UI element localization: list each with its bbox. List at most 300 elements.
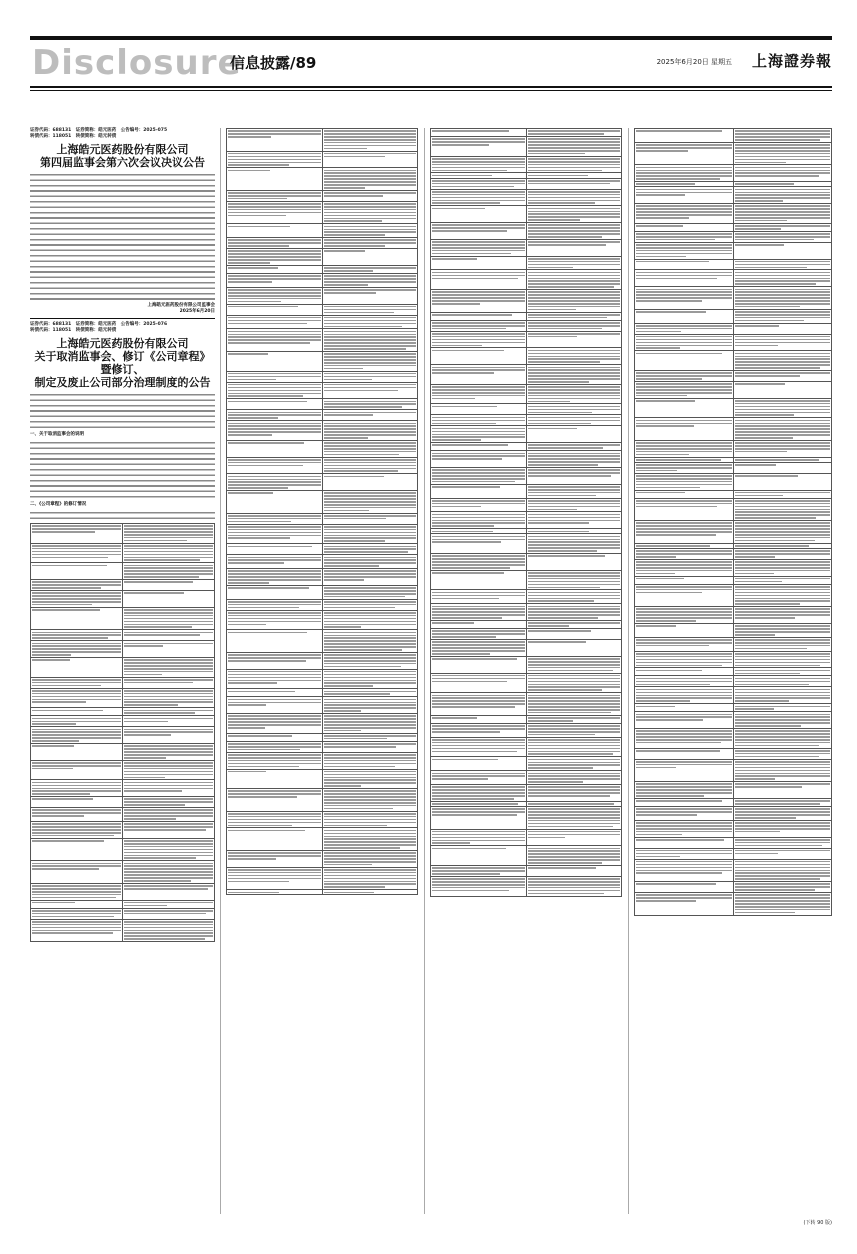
text-line <box>32 645 121 647</box>
text-line <box>324 250 366 252</box>
text-line <box>324 345 417 347</box>
table-cell <box>526 715 622 723</box>
table-cell <box>733 782 832 799</box>
table-cell <box>227 850 323 867</box>
text-line <box>528 781 584 783</box>
table-cell <box>635 381 734 398</box>
text-line <box>228 521 291 523</box>
text-line <box>32 894 121 896</box>
table-cell <box>431 443 527 451</box>
text-line <box>228 462 321 464</box>
text-line <box>735 878 821 880</box>
text-line <box>735 278 831 280</box>
text-line <box>228 253 321 255</box>
text-line <box>324 348 406 350</box>
text-line <box>228 479 321 481</box>
text-line <box>124 910 213 912</box>
table-cell <box>227 151 323 168</box>
table-cell <box>31 716 123 727</box>
table-row <box>635 848 832 859</box>
table-cell <box>31 543 123 563</box>
table-cell <box>322 652 418 669</box>
text-line <box>735 228 782 230</box>
text-line <box>228 295 321 297</box>
text-line <box>228 546 312 548</box>
text-line <box>636 395 687 397</box>
text-line <box>432 742 525 744</box>
table-cell <box>635 187 734 204</box>
text-line <box>636 719 703 721</box>
table-cell <box>227 652 323 669</box>
table-cell <box>31 780 123 797</box>
table-cell <box>635 748 734 759</box>
amendment-table <box>226 128 418 895</box>
text-line <box>324 442 417 444</box>
text-line <box>228 852 321 854</box>
ann2-title <box>30 337 215 389</box>
text-line <box>528 600 595 602</box>
table-row <box>635 204 832 224</box>
text-line <box>528 630 592 632</box>
text-line <box>735 573 774 575</box>
text-line <box>735 883 831 885</box>
text-line <box>735 611 831 613</box>
text-line <box>636 275 732 277</box>
table-row <box>227 752 418 769</box>
text-line <box>324 239 417 241</box>
table-cell <box>526 723 622 737</box>
table-cell <box>733 165 832 182</box>
text-line <box>528 748 621 750</box>
text-line <box>432 650 525 652</box>
text-line <box>324 587 417 589</box>
text-line <box>528 614 621 616</box>
text-line <box>636 716 732 718</box>
text-line <box>528 453 621 455</box>
text-line <box>528 297 621 299</box>
text-line <box>735 756 819 758</box>
table-cell <box>526 415 622 426</box>
text-line <box>735 239 814 241</box>
table-cell <box>123 641 215 658</box>
text-line <box>528 834 621 836</box>
text-line <box>528 272 621 274</box>
table-cell <box>322 315 418 329</box>
text-line <box>228 612 321 614</box>
text-line <box>32 734 121 736</box>
table-cell <box>227 410 323 421</box>
table-cell <box>322 733 418 741</box>
text-line <box>636 170 732 172</box>
text-line <box>735 861 831 863</box>
ann2-intro <box>30 392 215 430</box>
text-line <box>324 145 417 147</box>
text-line <box>324 844 417 846</box>
table-cell <box>431 404 527 415</box>
text-line <box>324 738 388 740</box>
text-line <box>324 766 395 768</box>
text-line <box>735 492 831 494</box>
text-line <box>636 839 724 841</box>
text-line <box>324 643 417 645</box>
text-line <box>735 598 831 600</box>
table-row <box>635 259 832 270</box>
text-line <box>528 147 621 149</box>
text-line <box>528 191 621 193</box>
table-cell <box>733 490 832 498</box>
text-line <box>324 551 408 553</box>
text-line <box>228 760 321 762</box>
text-line <box>432 164 525 166</box>
table-cell <box>635 242 734 259</box>
text-line <box>432 297 525 299</box>
text-line <box>32 785 121 787</box>
text-line <box>324 133 417 135</box>
table-row <box>431 320 622 331</box>
table-cell <box>526 320 622 331</box>
table-cell <box>733 798 832 806</box>
text-line <box>32 815 84 817</box>
table-row <box>227 652 418 669</box>
text-line <box>32 762 121 764</box>
table-row <box>227 168 418 191</box>
text-line <box>124 905 167 907</box>
table-row <box>31 563 215 580</box>
table-cell <box>123 727 215 744</box>
text-line <box>528 258 621 260</box>
text-line <box>324 412 417 414</box>
text-line <box>324 431 417 433</box>
text-line <box>735 578 831 580</box>
text-line <box>124 668 213 670</box>
table-row <box>635 782 832 799</box>
text-line <box>528 158 621 160</box>
text-line <box>228 607 299 609</box>
text-line <box>324 666 402 668</box>
text-line <box>432 834 525 836</box>
text-line <box>636 531 732 533</box>
text-line <box>528 197 621 199</box>
text-line <box>528 522 590 524</box>
text-line <box>735 561 831 563</box>
text-line <box>324 317 417 319</box>
table-row <box>31 919 215 942</box>
table-cell <box>733 370 832 381</box>
table-row <box>31 727 215 744</box>
text-line <box>228 766 299 768</box>
text-line <box>228 878 321 880</box>
text-line <box>528 328 602 330</box>
text-line <box>735 356 831 358</box>
table-row <box>227 491 418 514</box>
text-line <box>432 170 507 172</box>
text-line <box>432 775 525 777</box>
table-row <box>31 760 215 780</box>
table-row <box>31 591 215 608</box>
text-line <box>124 751 213 753</box>
text-line <box>124 731 213 733</box>
text-line <box>32 696 121 698</box>
text-line <box>528 241 621 243</box>
table-cell <box>123 677 215 688</box>
text-line <box>228 242 321 244</box>
text-line <box>432 811 525 813</box>
text-line <box>432 478 525 480</box>
text-line <box>324 153 417 155</box>
table-row <box>31 900 215 908</box>
text-line <box>528 275 621 277</box>
text-line <box>124 855 213 857</box>
table-cell <box>526 876 622 896</box>
table-cell <box>635 651 734 668</box>
text-line <box>735 681 831 683</box>
text-line <box>32 737 121 739</box>
table-row <box>431 640 622 657</box>
text-line <box>528 183 610 185</box>
text-line <box>324 423 417 425</box>
text-line <box>228 245 289 247</box>
text-line <box>528 138 621 140</box>
text-line <box>636 814 697 816</box>
ann2-section-2 <box>30 510 215 522</box>
table-row <box>227 371 418 382</box>
text-line <box>735 662 831 664</box>
text-line <box>432 725 525 727</box>
table-cell <box>526 404 622 415</box>
table-cell <box>431 590 527 604</box>
table-cell <box>31 641 123 658</box>
text-line <box>528 531 589 533</box>
text-line <box>432 398 475 400</box>
text-line <box>432 870 525 872</box>
column-separator <box>424 128 425 1214</box>
text-line <box>528 492 621 494</box>
table-row <box>227 585 418 599</box>
text-line <box>528 867 596 869</box>
text-line <box>228 680 321 682</box>
text-line <box>228 718 321 720</box>
text-line <box>432 572 504 574</box>
text-line <box>124 581 193 583</box>
ann2-codes: 证券代码：688131 证券简称：皓元医药 公告编号：2025-076 <box>30 322 168 327</box>
table-cell <box>227 315 323 329</box>
text-line <box>228 704 266 706</box>
text-line <box>228 434 272 436</box>
table-cell <box>526 621 622 629</box>
table-row <box>227 249 418 266</box>
table-cell <box>227 867 323 890</box>
table-row <box>227 265 418 273</box>
text-line <box>528 267 573 269</box>
text-line <box>228 301 281 303</box>
text-line <box>528 789 621 791</box>
text-line <box>324 172 417 174</box>
table-cell <box>733 837 832 848</box>
table-cell <box>526 846 622 866</box>
text-line <box>124 682 193 684</box>
text-line <box>124 877 213 879</box>
text-line <box>228 212 321 214</box>
table-row <box>227 287 418 304</box>
text-line <box>735 448 831 450</box>
table-row <box>431 570 622 590</box>
text-line <box>636 695 732 697</box>
table-cell <box>635 142 734 165</box>
table-cell <box>431 239 527 256</box>
text-line <box>124 804 185 806</box>
column-4 <box>634 128 832 1214</box>
text-line <box>528 703 621 705</box>
text-line <box>124 765 213 767</box>
text-line <box>528 695 621 697</box>
table-row <box>227 129 418 152</box>
table-row <box>635 490 832 498</box>
text-line <box>124 921 213 923</box>
text-line <box>528 859 621 861</box>
table-row <box>431 534 622 554</box>
text-line <box>735 275 831 277</box>
text-line <box>735 850 831 852</box>
table-row <box>431 426 622 443</box>
text-line <box>528 759 621 761</box>
text-line <box>735 828 831 830</box>
text-line <box>735 831 781 833</box>
table-cell <box>123 524 215 544</box>
table-cell <box>431 865 527 876</box>
table-cell <box>733 473 832 490</box>
text-line <box>528 598 621 600</box>
table-row <box>431 331 622 348</box>
text-line <box>432 392 525 394</box>
table-row <box>635 798 832 806</box>
table-row <box>227 238 418 249</box>
text-line <box>32 643 121 645</box>
text-line <box>124 665 213 667</box>
table-cell <box>635 859 734 882</box>
text-line <box>636 375 732 377</box>
text-line <box>735 589 831 591</box>
table-cell <box>733 418 832 441</box>
table-cell <box>431 534 527 554</box>
text-line <box>32 710 103 712</box>
table-cell <box>227 714 323 734</box>
text-line <box>324 869 417 871</box>
table-row <box>227 399 418 410</box>
text-line <box>528 150 621 152</box>
text-line <box>124 913 206 915</box>
text-line <box>324 495 417 497</box>
text-line <box>432 336 525 338</box>
text-line <box>432 608 525 610</box>
table-cell <box>431 757 527 771</box>
text-line <box>228 532 321 534</box>
text-line <box>324 312 394 314</box>
text-line <box>432 244 525 246</box>
text-line <box>528 584 621 586</box>
masthead-rule <box>30 86 832 88</box>
table-cell <box>733 381 832 398</box>
text-line <box>636 742 721 744</box>
text-line <box>432 455 525 457</box>
text-line <box>432 786 525 788</box>
text-line <box>636 665 722 667</box>
text-line <box>735 372 831 374</box>
text-line <box>636 208 732 210</box>
table-row <box>31 822 215 839</box>
table-cell <box>431 629 527 640</box>
table-cell <box>31 900 123 908</box>
table-cell <box>123 808 215 822</box>
text-line <box>528 517 621 519</box>
text-line <box>228 763 321 765</box>
text-line <box>432 175 492 177</box>
table-row <box>431 656 622 673</box>
text-line <box>735 909 831 911</box>
table-cell <box>322 741 418 752</box>
text-line <box>636 767 676 769</box>
text-line <box>432 475 525 477</box>
text-line <box>636 147 732 149</box>
table-cell <box>635 623 734 637</box>
table-cell <box>635 848 734 859</box>
text-line <box>324 632 417 634</box>
table-cell <box>322 599 418 610</box>
text-line <box>735 553 831 555</box>
table-cell <box>526 656 622 673</box>
text-line <box>432 423 496 425</box>
text-line <box>324 234 386 236</box>
text-line <box>432 678 525 680</box>
text-line <box>636 792 732 794</box>
text-line <box>735 678 831 680</box>
text-line <box>324 743 417 745</box>
table-cell <box>635 462 734 473</box>
text-line <box>324 802 417 804</box>
table-row <box>431 178 622 189</box>
text-line <box>324 156 385 158</box>
text-line <box>324 680 417 682</box>
text-line <box>228 342 310 344</box>
table-cell <box>123 580 215 591</box>
amendment-table-col4 <box>634 128 832 916</box>
text-line <box>636 653 732 655</box>
text-line <box>32 924 121 926</box>
text-line <box>324 365 417 367</box>
table-cell <box>322 752 418 769</box>
table-row <box>227 440 418 457</box>
table-row <box>635 129 832 143</box>
text-line <box>528 697 621 699</box>
text-line <box>324 501 417 503</box>
text-line <box>124 531 213 533</box>
table-cell <box>526 737 622 757</box>
text-line <box>228 465 303 467</box>
table-cell <box>227 474 323 491</box>
table-cell <box>635 351 734 371</box>
table-cell <box>322 249 418 266</box>
text-line <box>432 617 502 619</box>
text-line <box>124 935 213 937</box>
text-line <box>324 309 417 311</box>
table-row <box>31 708 215 716</box>
text-line <box>432 514 525 516</box>
text-line <box>636 900 696 902</box>
table-row <box>431 312 622 320</box>
table-cell <box>123 591 215 608</box>
text-line <box>636 783 732 785</box>
text-line <box>735 336 831 338</box>
text-line <box>528 230 621 232</box>
